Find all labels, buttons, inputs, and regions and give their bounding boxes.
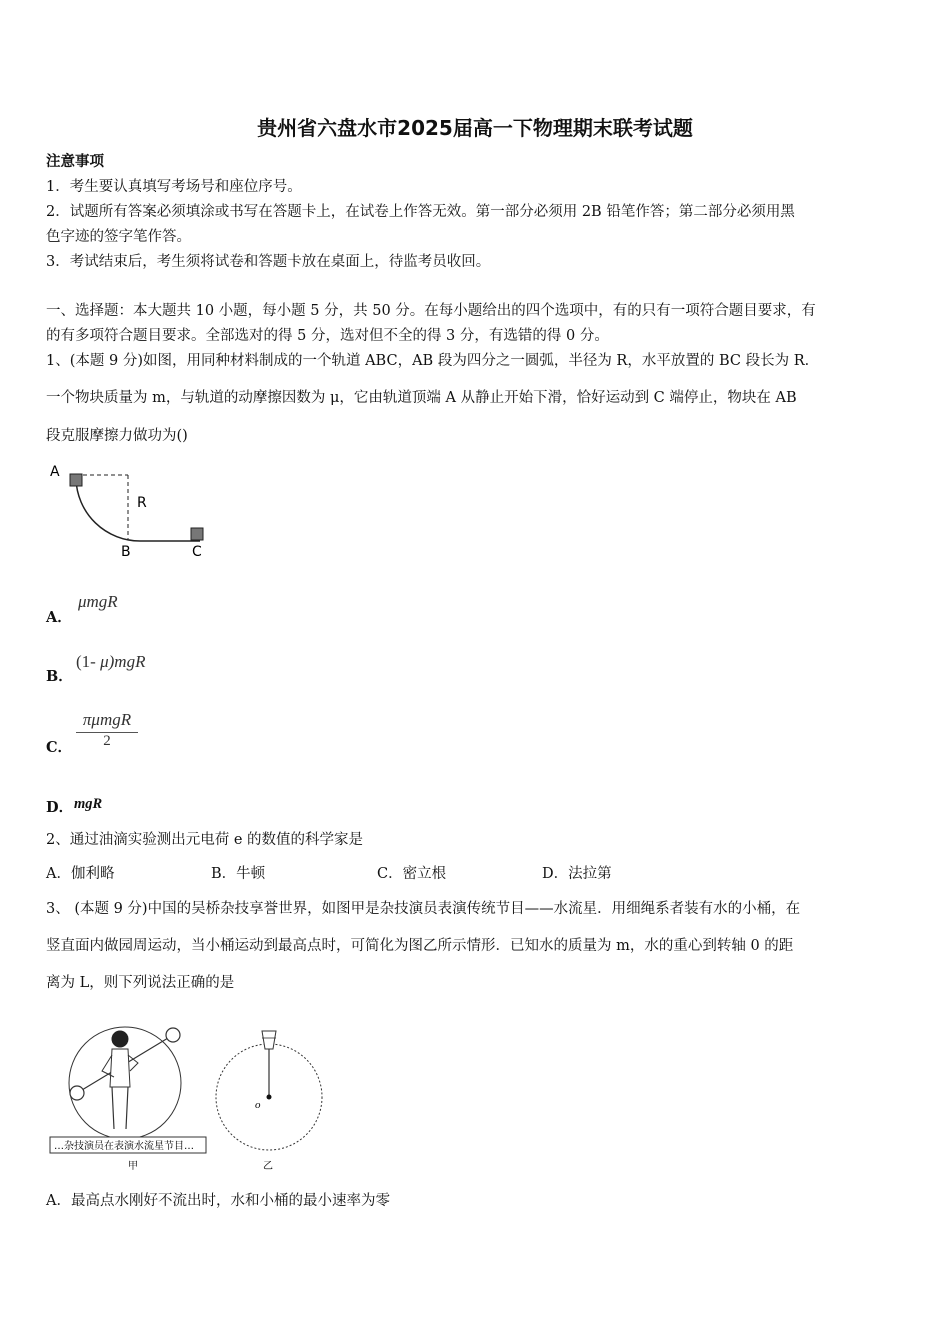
q3-option-a: A．最高点水刚好不流出时，水和小桶的最小速率为零: [46, 1193, 390, 1209]
q1-option-c-fraction: [76, 710, 138, 750]
q3-stem-line-3: 离为 L，则下列说法正确的是: [46, 975, 235, 991]
q1-option-c-denominator: 2: [103, 733, 111, 749]
q1-option-b-right: )mgR: [108, 652, 146, 671]
section-intro-line-2: 的有多项符合题目要求。全部选对的得 5 分，选对但不全的得 3 分，有选错的得 0 分。: [46, 328, 609, 344]
figure-jia: [50, 1027, 206, 1172]
bucket-top-yi: [262, 1031, 276, 1049]
label-yi: 乙: [263, 1161, 273, 1172]
performer-head: [112, 1031, 128, 1047]
notice-heading: 注意事项: [46, 153, 104, 170]
notice-item-3: 3．考试结束后，考生须将试卷和答题卡放在桌面上，待监考员收回。: [46, 254, 491, 270]
q1-option-a-letter: A．: [46, 609, 72, 626]
q1-option-b-mu: μ: [100, 652, 109, 671]
q1-stem-line-1: 1、(本题 9 分)如图，用同种材料制成的一个轨道 ABC，AB 段为四分之一圆弧，半径为 R，水平放置的 BC 段长为 R．: [46, 353, 820, 369]
block-at-a: [70, 474, 82, 486]
performer-body: [110, 1049, 130, 1087]
q2-option-b: B．牛顿: [211, 866, 266, 882]
water-meteor-figure: [44, 1005, 334, 1175]
q1-option-b-letter: B．: [46, 668, 73, 685]
bucket-upper: [166, 1028, 180, 1042]
q1-stem-line-2: 一个物块质量为 m，与轨道的动摩擦因数为 μ，它由轨道顶端 A 从静止开始下滑，恰好运动到 C 端停止，物块在 AB: [46, 390, 797, 406]
performer-legs: [112, 1087, 128, 1129]
block-at-c: [191, 528, 203, 540]
q3-stem-line-1: 3、 (本题 9 分)中国的吴桥杂技享誉世界，如图甲是杂技演员表演传统节目——水流星．用细绳系者装有水的小桶，在: [46, 901, 801, 917]
q1-option-b-expr: [76, 652, 145, 672]
q1-option-b-left: (1-: [76, 652, 101, 671]
figure-yi: [216, 1031, 322, 1172]
label-a: A: [50, 464, 60, 480]
q2-option-c: C．密立根: [377, 866, 447, 882]
label-b: B: [121, 544, 131, 560]
q1-option-c-letter: C．: [46, 739, 73, 756]
label-c: C: [192, 544, 202, 560]
track-diagram: [40, 455, 220, 565]
caption-box-text: …杂技演员在表演水流星节目…: [54, 1141, 194, 1152]
label-jia: 甲: [128, 1161, 138, 1172]
axis-point-o: [267, 1095, 272, 1100]
q3-stem-line-2: 竖直面内做园周运动，当小桶运动到最高点时，可简化为图乙所示情形．已知水的质量为 m，水的重心到转轴 0 的距: [46, 938, 794, 954]
label-r: R: [137, 495, 147, 511]
q1-stem-line-3: 段克服摩擦力做功为(): [46, 428, 188, 444]
notice-item-2-cont: 色字迹的签字笔作答。: [46, 229, 191, 245]
q1-option-d-expr: mgR: [74, 796, 103, 812]
q1-option-d-letter: D．: [46, 799, 74, 816]
q2-option-a: A．伽利略: [46, 866, 115, 882]
notice-item-1: 1．考生要认真填写考场号和座位序号。: [46, 179, 302, 195]
q1-option-c-numerator: πμmgR: [76, 710, 138, 733]
page-title: 贵州省六盘水市2025届高一下物理期末联考试题: [257, 116, 693, 140]
q2-stem: 2、通过油滴实验测出元电荷 e 的数值的科学家是: [46, 832, 364, 848]
q2-option-d: D．法拉第: [542, 866, 612, 882]
label-o: o: [255, 1099, 261, 1111]
q1-option-a-expr: μmgR: [78, 592, 118, 611]
notice-item-2: 2．试题所有答案必须填涂或书写在答题卡上，在试卷上作答无效。第一部分必须用 2B 铅笔作答；第二部分必须用黑: [46, 204, 795, 220]
bucket-lower: [70, 1086, 84, 1100]
section-intro-line-1: 一、选择题：本大题共 10 小题，每小题 5 分，共 50 分。在每小题给出的四个选项中，有的只有一项符合题目要求，有: [46, 303, 816, 319]
